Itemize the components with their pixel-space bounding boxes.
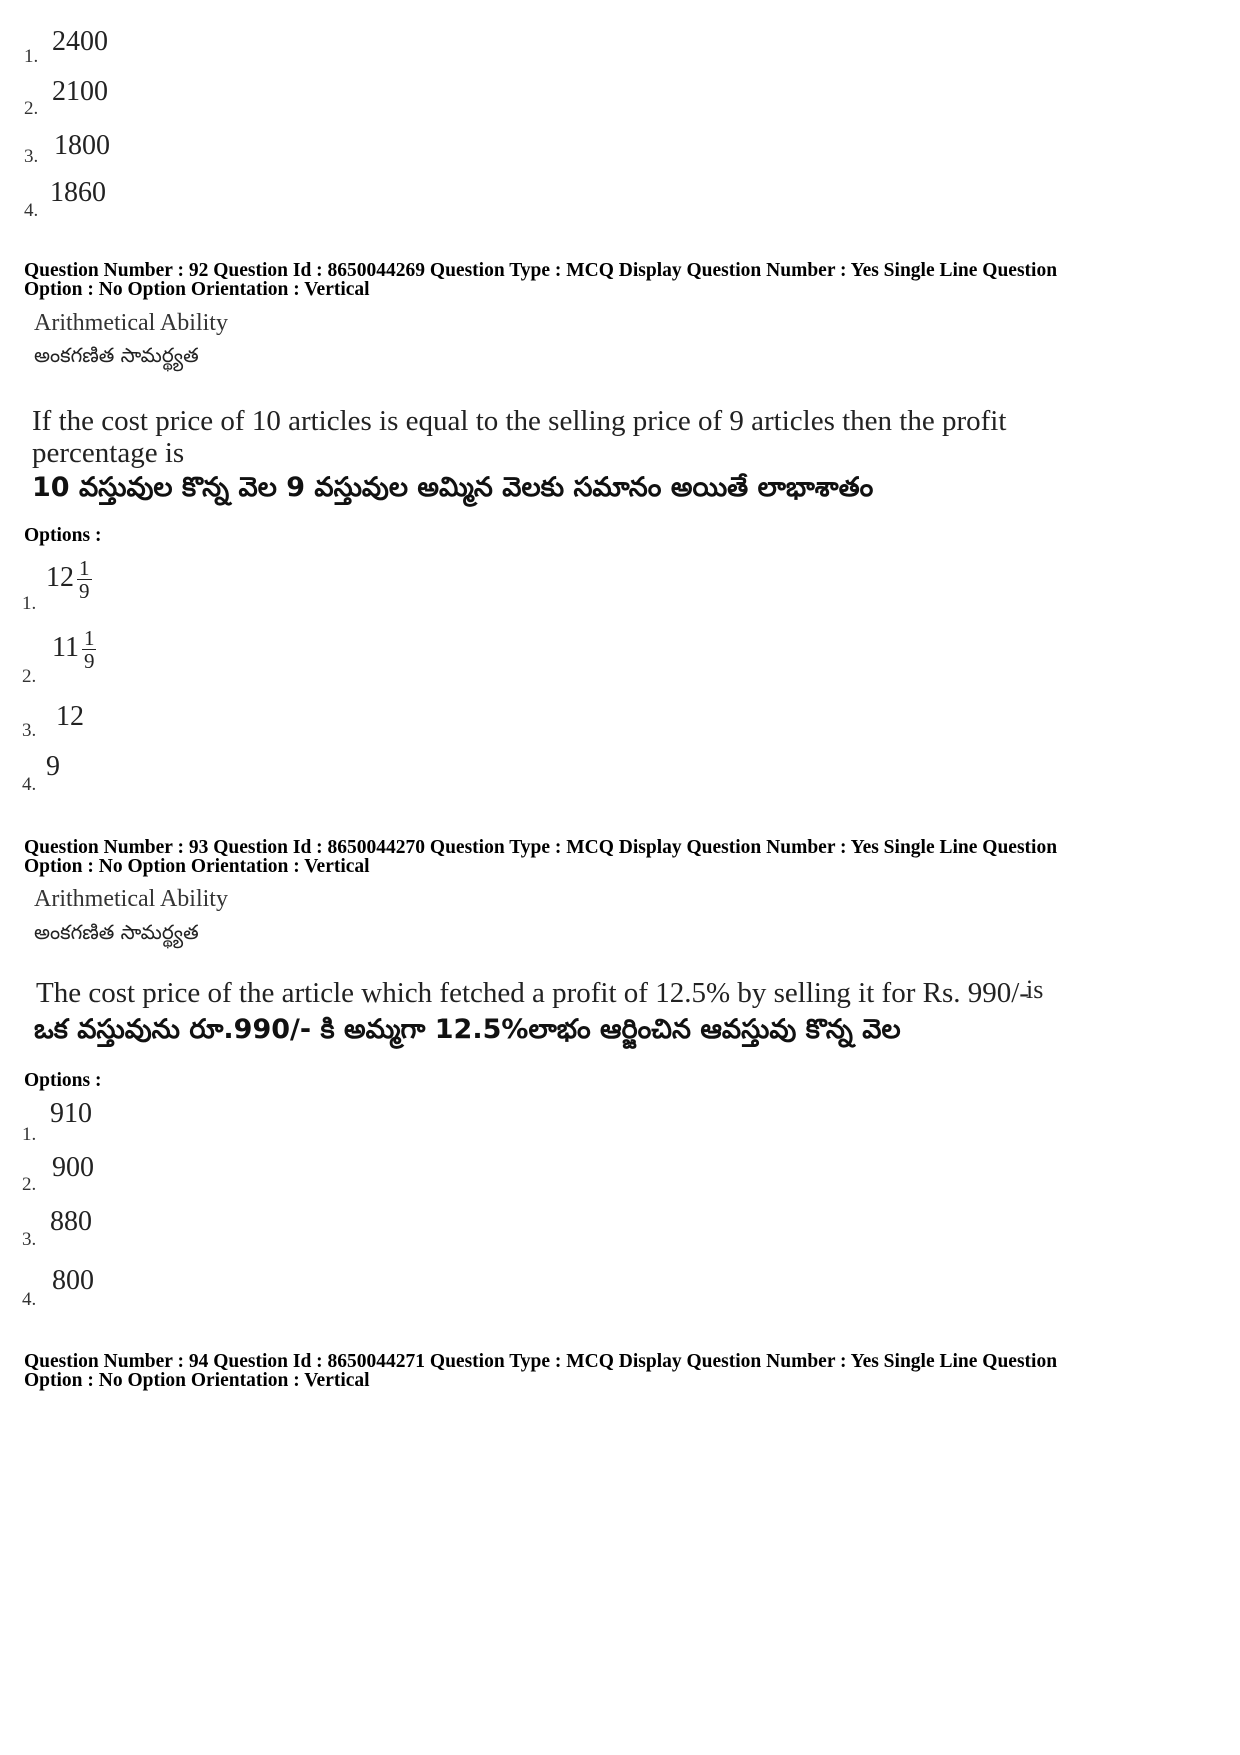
option-value: 880 bbox=[50, 1206, 92, 1237]
subject-telugu: అంకగణిత సామర్థ్యత bbox=[34, 920, 199, 944]
option-number: 4. bbox=[22, 1289, 37, 1310]
option-value bbox=[52, 627, 96, 672]
option-value: 900 bbox=[52, 1152, 94, 1183]
question-text-english-line1: If the cost price of 10 articles is equal to the selling price of 9 articles then the profit bbox=[32, 405, 1007, 437]
option-number: 2. bbox=[24, 98, 39, 119]
mixed-fraction-whole: 12 bbox=[46, 561, 74, 593]
fraction-denominator: 9 bbox=[79, 579, 90, 603]
options-label: Options : bbox=[24, 1070, 102, 1091]
option-number: 1. bbox=[22, 593, 37, 614]
option-number: 3. bbox=[22, 720, 37, 741]
option-number: 1. bbox=[24, 46, 39, 67]
question-meta-line2: Option : No Option Orientation : Vertical bbox=[24, 1370, 370, 1391]
question-text-telugu: ఒక వస్తువును రూ.990/- కి అమ్మగా 12.5%లాభం ఆర్జించిన ఆవస్తువు కొన్న వెల bbox=[34, 1014, 901, 1045]
options-label: Options : bbox=[24, 525, 102, 546]
question-text-english-is: is bbox=[1026, 975, 1044, 1004]
option-value bbox=[46, 557, 92, 602]
option-value: 2100 bbox=[52, 76, 108, 107]
subject-telugu: అంకగణిత సామర్థ్యత bbox=[34, 343, 199, 367]
question-meta-line1: Question Number : 92 Question Id : 8650044269 Question Type : MCQ Display Question Number : Yes Single Line Question bbox=[24, 260, 1058, 281]
question-meta-line1: Question Number : 93 Question Id : 8650044270 Question Type : MCQ Display Question Number : Yes Single Line Question bbox=[24, 837, 1058, 858]
option-number: 4. bbox=[24, 200, 39, 221]
question-meta-line2: Option : No Option Orientation : Vertical bbox=[24, 856, 370, 877]
question-text-telugu: 10 వస్తువుల కొన్న వెల 9 వస్తువుల అమ్మిన వెలకు సమానం అయితే లాభాశాతం bbox=[32, 472, 874, 503]
subject-english: Arithmetical Ability bbox=[34, 310, 228, 336]
question-text-english: The cost price of the article which fetched a profit of 12.5% by selling it for Rs. 990/- bbox=[36, 977, 1029, 1009]
option-number: 1. bbox=[22, 1124, 37, 1145]
question-meta-line2: Option : No Option Orientation : Vertical bbox=[24, 279, 370, 300]
fraction-numerator: 1 bbox=[79, 556, 90, 580]
fraction bbox=[82, 627, 97, 672]
option-value: 1860 bbox=[50, 177, 106, 208]
fraction-numerator: 1 bbox=[83, 626, 95, 650]
mixed-fraction-whole: 11 bbox=[52, 631, 79, 663]
option-value: 1800 bbox=[54, 130, 110, 161]
option-value: 910 bbox=[50, 1098, 92, 1129]
option-value: 12 bbox=[56, 701, 84, 732]
option-number: 3. bbox=[22, 1229, 37, 1250]
option-number: 4. bbox=[22, 774, 37, 795]
option-number: 2. bbox=[22, 666, 37, 687]
option-value: 2400 bbox=[52, 26, 108, 57]
fraction-denominator: 9 bbox=[83, 649, 95, 673]
option-number: 2. bbox=[22, 1174, 37, 1195]
fraction bbox=[77, 557, 92, 602]
option-value: 800 bbox=[52, 1265, 94, 1296]
question-text-english-line2: percentage is bbox=[32, 437, 185, 469]
option-number: 3. bbox=[24, 146, 39, 167]
option-value: 9 bbox=[46, 751, 60, 782]
subject-english: Arithmetical Ability bbox=[34, 886, 228, 912]
question-meta-line1: Question Number : 94 Question Id : 8650044271 Question Type : MCQ Display Question Number : Yes Single Line Question bbox=[24, 1351, 1058, 1372]
